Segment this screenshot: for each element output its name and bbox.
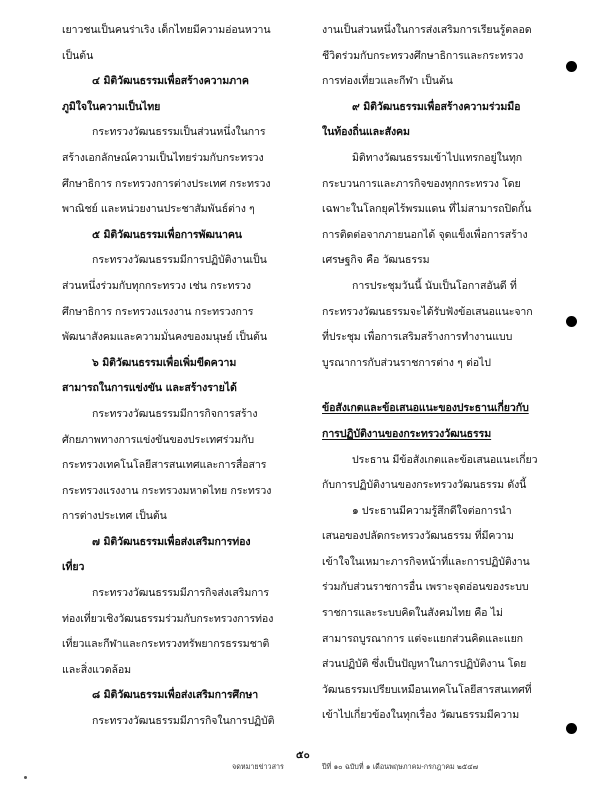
text-line: ประธาน มีข้อสังเกตและข้อเสนอแนะเกี่ยว	[352, 453, 538, 466]
text-line: พัฒนาสังคมและความมั่นคงของมนุษย์ เป็นต้น	[62, 331, 267, 344]
text-line: ท่องเที่ยวเชิงวัฒนธรรมร่วมกับกระทรวงการท่อง	[62, 612, 274, 625]
section-title: ข้อสังเกตและข้อเสนอแนะของประธานเกี่ยวกับ	[322, 402, 529, 415]
text-line: กระทรวงวัฒนธรรมมีภารกิจในการปฏิบัติ	[92, 715, 275, 728]
text-line: เข้าไปเกี่ยวข้องในทุกเรื่อง วัฒนธรรมมีความ	[322, 709, 520, 722]
section-heading-9: ๙ มิติวัฒนธรรมเพื่อสร้างความร่วมมือ	[352, 100, 521, 113]
text-line: การประชุมวันนี้ นับเป็นโอกาสอันดี ที่	[352, 279, 517, 292]
text-line: งานเป็นส่วนหนึ่งในการส่งเสริมการเรียนรู้ตลอด	[322, 24, 532, 36]
text-line: ศึกษาธิการ กระทรวงแรงงาน กระทรวงการ	[62, 305, 254, 318]
text-line: เศรษฐกิจ คือ วัฒนธรรม	[322, 254, 430, 267]
text-line: การต่างประเทศ เป็นต้น	[62, 510, 167, 523]
section-heading-5: ๕ มิติวัฒนธรรมเพื่อการพัฒนาคน	[92, 228, 242, 241]
binder-hole-mark	[566, 316, 577, 327]
text-line: การติดต่อจากภายนอกได้ จุดแข็งเพื่อการสร้าง	[322, 228, 528, 241]
text-line: ราชการและระบบคิดในสังคมไทย คือ ไม่	[322, 607, 503, 620]
footer-publication: จดหมายข่าวสาร	[232, 762, 284, 771]
text-line: เที่ยวและกีฬาและกระทรวงทรัพยากรธรรมชาติ	[62, 638, 270, 651]
text-line: เป็นต้น	[62, 49, 94, 62]
text-line: เข้าใจในเหมาะภารกิจหน้าที่และการปฏิบัติงาน	[322, 555, 530, 568]
section-gap	[322, 376, 554, 396]
text-line: ส่วนหนึ่งร่วมกับทุกกระทรวง เช่น กระทรวง	[62, 279, 251, 292]
section-heading-6-cont: สามารถในการแข่งขัน และสร้างรายได้	[62, 382, 237, 395]
section-heading-9-cont: ในท้องถิ่นและสังคม	[322, 126, 410, 139]
text-line: และสิ่งแวดล้อม	[62, 663, 132, 676]
text-line: กระทรวงวัฒนธรรมเป็นส่วนหนึ่งในการ	[92, 126, 266, 139]
text-line: กระทรวงวัฒนธรรมมีการปฏิบัติงานเป็น	[92, 254, 267, 267]
text-line: กระทรวงวัฒนธรรมมีการกิจการสร้าง	[92, 407, 258, 420]
text-line: เยาวชนเป็นคนร่าเริง เด็กไทยมีความอ่อนหวาน	[62, 24, 271, 36]
text-line: กระบวนการและภารกิจของทุกกระทรวง โดย	[322, 177, 521, 190]
footer-issue: ปีที่ ๑๐ ฉบับที่ ๑ เดือนพฤษภาคม-กรกฎาคม ๒๕๔๗	[322, 762, 479, 771]
section-heading-4: ๔ มิติวัฒนธรรมเพื่อสร้างความภาค	[92, 75, 249, 88]
page-number: ๕๐	[296, 750, 310, 761]
text-line: มิติทางวัฒนธรรมเข้าไปแทรกอยู่ในทุก	[352, 151, 523, 164]
text-line: การท่องเที่ยวและกีฬา เป็นต้น	[322, 75, 453, 88]
left-column	[62, 18, 310, 735]
text-line: กับการปฏิบัติงานของกระทรวงวัฒนธรรม ดังนี้	[322, 479, 527, 492]
text-line: พาณิชย์ และหน่วยงานประชาสัมพันธ์ต่าง ๆ	[62, 203, 255, 216]
text-line: ชีวิตร่วมกับกระทรวงศึกษาธิการและกระทรวง	[322, 49, 524, 62]
text-line: กระทรวงแรงงาน กระทรวงมหาดไทย กระทรวง	[62, 484, 272, 497]
text-line: สร้างเอกลักษณ์ความเป็นไทยร่วมกับกระทรวง	[62, 151, 264, 164]
section-heading-7-cont: เที่ยว	[62, 561, 85, 574]
text-line: ศักยภาพทางการแข่งขันของประเทศร่วมกับ	[62, 433, 255, 446]
right-column	[322, 18, 554, 729]
binder-hole-mark	[566, 723, 577, 734]
section-title-cont: การปฏิบัติงานของกระทรวงวัฒนธรรม	[322, 427, 492, 440]
binder-hole-mark	[566, 61, 577, 72]
text-line: วัฒนธรรมเปรียบเหมือนเทคโนโลยีสารสนเทศที่	[322, 683, 532, 696]
page-footer	[0, 748, 612, 778]
text-line: ส่วนปฏิบัติ ซึ่งเป็นปัญหาในการปฏิบัติงาน โดย	[322, 658, 527, 671]
text-line: ร่วมกับส่วนราชการอื่น เพราะจุดอ่อนของระบบ	[322, 581, 529, 594]
text-line: เฉพาะในโลกยุคไร้พรมแดน ที่ไม่สามารถปิดกั้น	[322, 203, 532, 216]
text-line: สามารถบูรณาการ แต่จะแยกส่วนคิดและแยก	[322, 632, 523, 645]
section-heading-4-cont: ภูมิใจในความเป็นไทย	[62, 100, 161, 113]
text-line: ๑ ประธานมีความรู้สึกดีใจต่อการนำ	[352, 504, 512, 517]
text-line: บูรณาการกับส่วนราชการต่าง ๆ ต่อไป	[322, 356, 491, 369]
text-line: กระทรวงวัฒนธรรมจะได้รับฟังข้อเสนอแนะจาก	[322, 305, 533, 318]
text-line: เสนอของปลัดกระทรวงวัฒนธรรม ที่มีความ	[322, 530, 514, 543]
text-line: กระทรวงเทคโนโลยีสารสนเทศและการสื่อสาร	[62, 459, 267, 472]
text-line: ศึกษาธิการ กระทรวงการต่างประเทศ กระทรวง	[62, 177, 271, 190]
section-heading-6: ๖ มิติวัฒนธรรมเพื่อเพิ่มขีดความ	[92, 356, 237, 369]
section-heading-7: ๗ มิติวัฒนธรรมเพื่อส่งเสริมการท่อง	[92, 535, 251, 548]
text-line: กระทรวงวัฒนธรรมมีภารกิจส่งเสริมการ	[92, 587, 269, 600]
text-line: ที่ประชุม เพื่อการเสริมสร้างการทำงานแบบ	[322, 331, 513, 344]
section-heading-8: ๘ มิติวัฒนธรรมเพื่อส่งเสริมการศึกษา	[92, 689, 259, 702]
